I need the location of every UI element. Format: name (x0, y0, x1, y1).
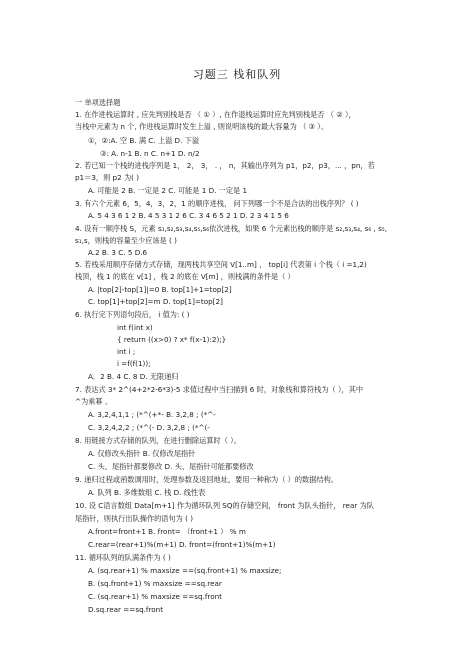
option-line: A. 队列 B. 多维数组 C. 栈 D. 线性表 (88, 488, 206, 497)
code-line: i =f(f(1)); (117, 359, 151, 368)
option-line: C.rear=(rear+1)%(m+1) D. front=(front+1)%(m+1) (88, 540, 276, 549)
question-line: 7. 表达式 3* 2^(4+2*2-6*3)-5 求值过程中当扫描到 6 时，对象栈和算符栈为（ ），其中 (75, 385, 364, 394)
question-line: p1＝3，则 p2 为( ) (75, 173, 140, 182)
question-line: 4. 设有一顺序栈 S，元素 s₁,s₂,s₃,s₄,s₅,s₆依次进栈，如果 6 个元素出栈的顺序是 s₂,s₃,s₄, s₆ , s₅, (75, 224, 387, 233)
question-line: 1. 在作进栈运算时 , 应先判别栈是否 （ ① ）, 在作退栈运算时应先判别栈是否 （ ② ）， (75, 110, 356, 119)
question-line: 11. 循环队列的队满条件为 ( ) (75, 553, 171, 562)
option-line: A. 5 4 3 6 1 2 B. 4 5 3 1 2 6 C. 3 4 6 5 2 1 D. 2 3 4 1 5 6 (88, 211, 289, 220)
question-line: 栈顶，栈 1 的底在 v[1] ，栈 2 的底在 V[m] ，则栈满的条件是（ ） (75, 272, 295, 281)
option-line: A．2 B. 4 C. 8 D. 无限递归 (88, 372, 179, 381)
option-line: C. (sq.rear+1) % maxsize ==sq.front (88, 592, 222, 601)
option-line: B. (sq.front+1) % maxsize ==sq.rear (88, 579, 222, 588)
option-line: A. 仅修改头指针 B. 仅修改尾指针 (88, 449, 196, 458)
question-line: 8. 用链接方式存储的队列，在进行删除运算时（ ）。 (75, 436, 241, 445)
option-line: C. top[1]+top[2]=m D. top[1]=top[2] (88, 297, 223, 306)
question-line: 3. 有六个元素 6，5，4，3，2，1 的顺序进栈， 问下列哪一个不是合法的出栈序列？ ( ) (75, 199, 359, 208)
question-line: ^为乘幂 。 (75, 397, 113, 406)
option-line: ③: A. n-1 B. n C. n+1 D. n/2 (100, 149, 200, 158)
question-line: 尾指针，则执行出队操作的语句为 ( ) (75, 514, 193, 523)
section-heading: 一 单项选择题 (75, 98, 121, 107)
code-line: int i ; (117, 347, 136, 356)
question-line: s₁,s，则栈的容量至少应该是 ( ) (75, 236, 177, 245)
question-line: 5. 若栈采用顺序存储方式存储，现两栈共享空间 V[1..m] ， top[i] 代表第 i 个栈（ i =1,2) (75, 260, 367, 269)
question-line: 当栈中元素为 n 个, 作进栈运算时发生上溢 , 则说明该栈的最大容量为 （ ③ ）。 (75, 122, 329, 131)
code-line: { return ((x>0) ? x* f(x-1):2);} (117, 335, 227, 344)
question-line: 9. 递归过程或函数调用时，处理参数及返回地址，要用一种称为（ ）的数据结构。 (75, 475, 338, 484)
option-line: C. 3,2,4,2,2 ; (*^(- D. 3,2,8 ; (*^(- (88, 423, 210, 432)
option-line: A. 3,2,4,1,1 ; (*^(+*- B. 3,2,8 ; (*^- (88, 410, 216, 419)
question-line: 6. 执行完下列语句段后， i 值为: ( ) (75, 310, 190, 319)
page-title: 习题三 栈和队列 (192, 68, 282, 81)
option-line: A. (sq.rear+1) % maxsize ==(sq.front+1) % maxsize; (88, 566, 282, 575)
option-line: D.sq.rear ==sq.front (88, 605, 164, 614)
option-line: C. 头、尾指针都要修改 D. 头、尾指针可能都要修改 (88, 462, 254, 471)
option-line: A.front=front+1 B. front= （front+1 ） % m (88, 527, 246, 536)
option-line: A.2 B. 3 C. 5 D.6 (88, 248, 148, 257)
question-line: 2. 若已知一个栈的进栈序列是 1， 2， 3， . ， n，其输出序列为 p1，p2，p3，... ，pn，若 (75, 161, 375, 170)
question-line: 10. 设 C语言数组 Data[m+1] 作为循环队列 SQ的存储空间， front 为队头指针， rear 为队 (75, 501, 374, 510)
option-line: ①，②:A. 空 B. 满 C. 上溢 D. 下溢 (88, 136, 200, 145)
option-line: A. 可能是 2 B. 一定是 2 C. 可能是 1 D. 一定是 1 (88, 186, 248, 195)
option-line: A. |top[2]-top[1]|=0 B. top[1]+1=top[2] (88, 285, 232, 294)
code-line: int f(int x) (117, 323, 153, 332)
